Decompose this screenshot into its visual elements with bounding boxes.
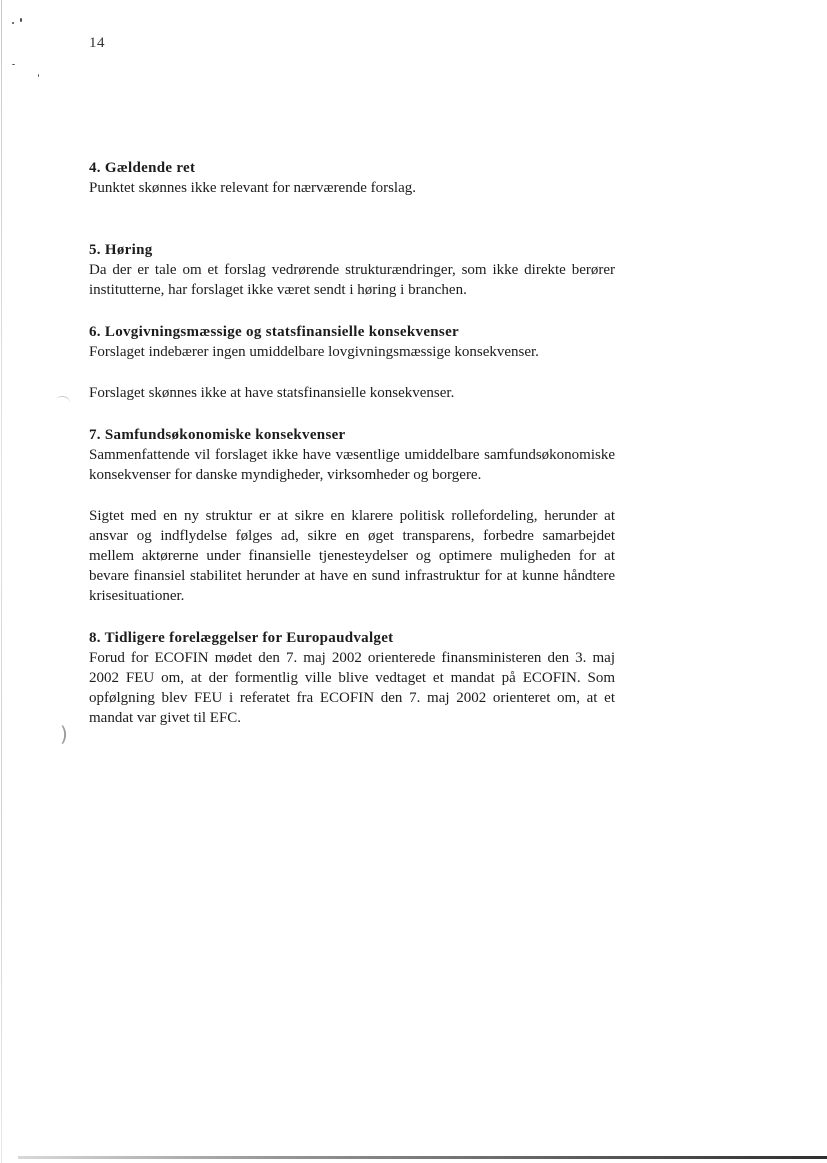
scan-mark bbox=[55, 395, 71, 409]
page-number: 14 bbox=[89, 35, 105, 51]
section-paragraph: Punktet skønnes ikke relevant for nærværende forslag. bbox=[89, 180, 417, 196]
scan-speck bbox=[12, 22, 14, 24]
section-paragraph: Da der er tale om et forslag vedrørende strukturændringer, som ikke direkte berører institutterne, har forslaget ikke været sendt i høring i branchen. bbox=[89, 262, 615, 298]
section-heading: 5. Høring bbox=[89, 242, 153, 258]
section-paragraph: Forslaget skønnes ikke at have statsfinansielle konsekvenser. bbox=[89, 385, 455, 401]
section-lovgivnings-konsekvenser bbox=[89, 322, 615, 403]
scan-speck bbox=[38, 74, 39, 77]
section-hoering bbox=[89, 240, 615, 300]
document-body bbox=[89, 158, 615, 728]
section-heading: 7. Samfundsøkonomiske konsekvenser bbox=[89, 427, 346, 443]
scan-edge-line bbox=[1, 0, 2, 1163]
section-heading: 6. Lovgivningsmæssige og statsfinansielle konsekvenser bbox=[89, 324, 459, 340]
section-samfundsoekonomiske-konsekvenser bbox=[89, 425, 615, 606]
scan-speck bbox=[12, 64, 15, 65]
section-heading: 8. Tidligere forelæggelser for Europaudvalget bbox=[89, 630, 394, 646]
section-paragraph: Forslaget indebærer ingen umiddelbare lovgivningsmæssige konsekvenser. bbox=[89, 344, 539, 360]
scan-bracket-mark: ) bbox=[60, 722, 68, 746]
section-paragraph: Sammenfattende vil forslaget ikke have væsentlige umiddelbare samfundsøkonomiske konsekvenser for danske myndigheder, virksomheder og borgere. bbox=[89, 447, 615, 483]
section-heading: 4. Gældende ret bbox=[89, 160, 196, 176]
section-tidligere-forelaeggelser bbox=[89, 628, 615, 728]
section-gaeldende-ret bbox=[89, 158, 615, 198]
section-paragraph: Sigtet med en ny struktur er at sikre en klarere politisk rollefordeling, herunder at ansvar og indflydelse følges ad, sikre en øget transparens, forbedre samarbejdet mellem aktørerne under finansielle tjenesteydelser og optimere muligheden for at bevare finansiel stabilitet herunder at have en sund infrastruktur for at kunne håndtere krisesituationer. bbox=[89, 508, 615, 604]
scan-speck bbox=[20, 18, 22, 22]
scan-bottom-edge bbox=[18, 1156, 827, 1159]
section-paragraph: Forud for ECOFIN mødet den 7. maj 2002 orienterede finansministeren den 3. maj 2002 FEU om, at der formentlig ville blive vedtaget et mandat på ECOFIN. Som opfølgning blev FEU i referatet fra ECOFIN den 7. maj 2002 orienteret om, at et mandat var givet til EFC. bbox=[89, 650, 615, 726]
